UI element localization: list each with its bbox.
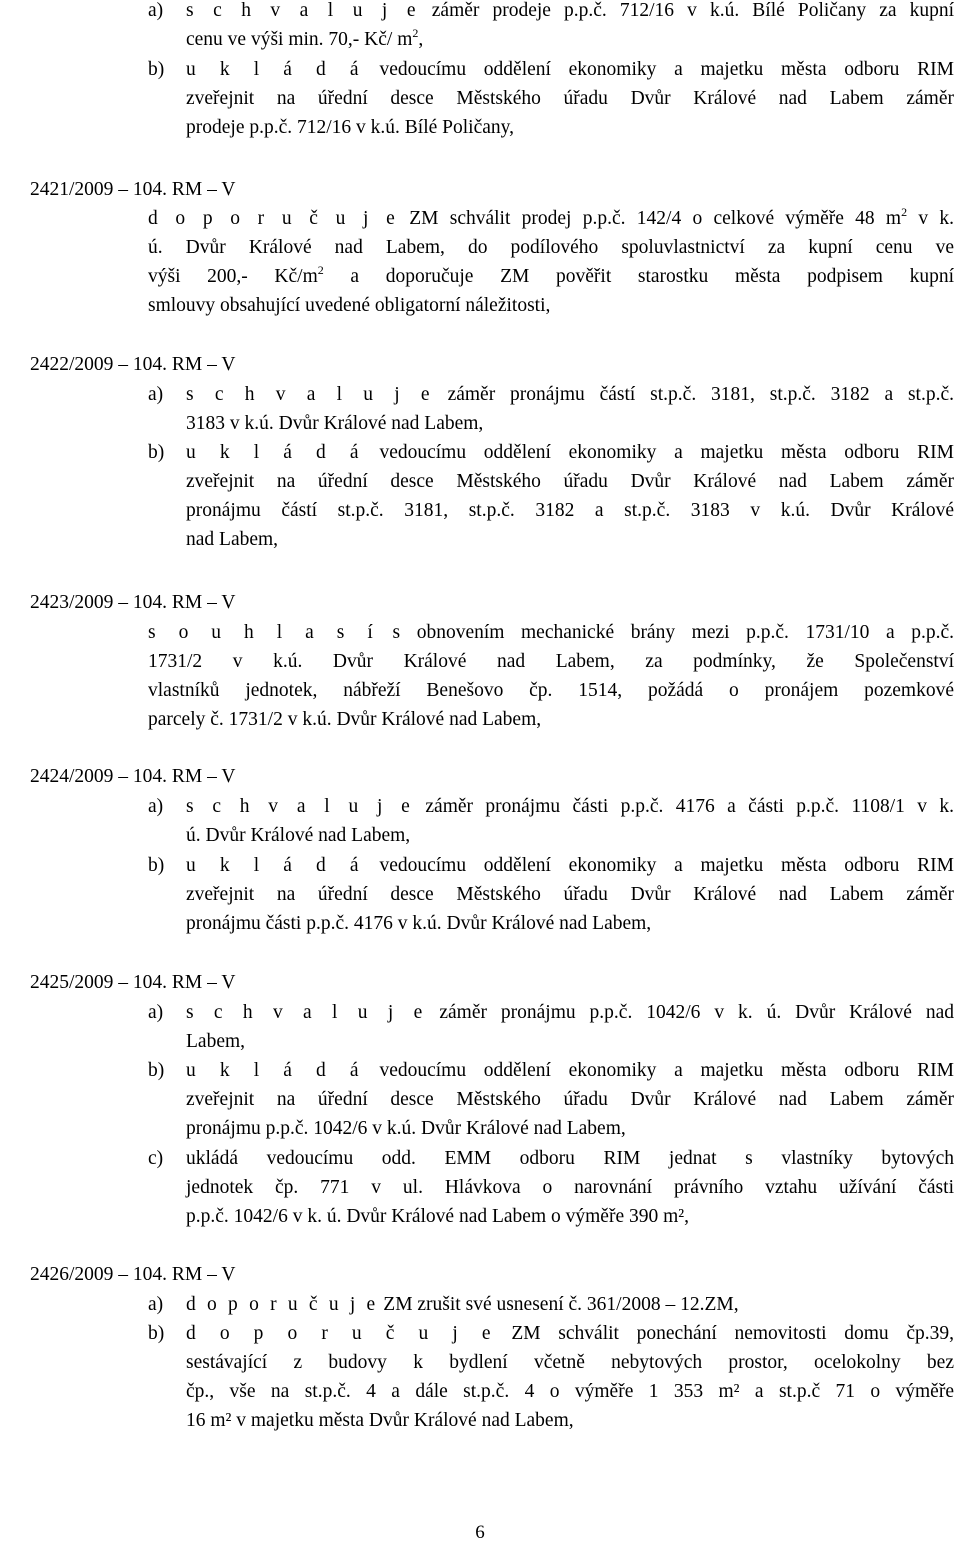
superscript: 2 — [317, 263, 324, 277]
item-a-line-2: 3183 v k.ú. Dvůr Králové nad Labem, — [186, 413, 484, 434]
item-label-b: b) — [148, 855, 165, 876]
item-b-line-2: zveřejnit na úřední desce Městského úřadu Dvůr Králové nad Labem záměr — [186, 1089, 954, 1110]
item-b-line-3: pronájmu p.p.č. 1042/6 v k.ú. Dvůr Králové nad Labem, — [186, 1118, 626, 1139]
item-label-a: a) — [148, 796, 164, 817]
verb-doporucuje: d o p o r u č u j e — [186, 1323, 494, 1344]
resolution-line-4: smlouvy obsahující uvedené obligatorní náležitosti, — [148, 295, 551, 316]
text-fragment: záměr pronájmu p.p.č. 1042/6 v k. ú. Dvůr Králové nad — [425, 1002, 954, 1023]
item-b-line-2: zveřejnit na úřední desce Městského úřadu Dvůr Králové nad Labem záměr — [186, 884, 954, 905]
page-number: 6 — [475, 1522, 485, 1543]
item-c-line-2: jednotek čp. 771 v ul. Hlávkova o narovnání právního vztahu užívání části — [186, 1177, 954, 1198]
text-fragment: v k. — [907, 208, 954, 229]
resolution-line-1 — [148, 204, 954, 233]
text-fragment: vedoucímu oddělení ekonomiky a majetku města odboru RIM — [361, 855, 954, 876]
item-label-a: a) — [148, 1002, 164, 1023]
verb-uklada: u k l á d á — [186, 855, 362, 876]
resolution-line-4: parcely č. 1731/2 v k.ú. Dvůr Králové nad Labem, — [148, 709, 542, 730]
item-b-line-2: zveřejnit na úřední desce Městského úřadu Dvůr Králové nad Labem záměr — [186, 471, 954, 492]
item-b-line-2: zveřejnit na úřední desce Městského úřadu Dvůr Králové nad Labem záměr — [186, 88, 954, 109]
resolution-heading: 2424/2009 – 104. RM – V — [30, 766, 236, 787]
verb-souhlasi: s o u h l a s í — [148, 622, 376, 643]
verb-schvaluje: s c h v a l u j e — [186, 1002, 426, 1023]
superscript: 2 — [901, 205, 908, 219]
item-a-line-2 — [186, 25, 423, 54]
resolution-line-3 — [148, 262, 954, 291]
verb-uklada: u k l á d á — [186, 59, 362, 80]
text-fragment: s obnovením mechanické brány mezi p.p.č. 1731/10 a p.p.č. — [375, 622, 954, 643]
item-label-b: b) — [148, 1060, 165, 1081]
item-b-line-1 — [186, 1319, 954, 1348]
resolution-heading: 2423/2009 – 104. RM – V — [30, 592, 236, 613]
text-fragment: , — [418, 29, 424, 50]
verb-schvaluje: s c h v a l u j e — [186, 384, 433, 405]
resolution-heading: 2422/2009 – 104. RM – V — [30, 354, 236, 375]
item-b-line-3: prodeje p.p.č. 712/16 v k.ú. Bílé Poličany, — [186, 117, 515, 138]
item-a-line-1 — [186, 998, 954, 1027]
text-fragment: ZM schválit prodej p.p.č. 142/4 o celkové výměře 48 m — [397, 208, 902, 229]
item-b-line-1 — [186, 851, 954, 880]
item-a-line-1 — [186, 0, 954, 25]
verb-uklada: u k l á d á — [186, 442, 362, 463]
resolution-heading: 2426/2009 – 104. RM – V — [30, 1264, 236, 1285]
item-c-line-3: p.p.č. 1042/6 v k. ú. Dvůr Králové nad Labem o výměře 390 m², — [186, 1206, 689, 1227]
verb-schvaluje: s c h v a l u j e — [186, 0, 419, 21]
text-fragment: vedoucímu oddělení ekonomiky a majetku města odboru RIM — [361, 1060, 954, 1081]
text-fragment: záměr prodeje p.p.č. 712/16 v k.ú. Bílé Poličany za kupní — [418, 0, 954, 21]
item-label-a: a) — [148, 0, 164, 21]
item-b-line-4: 16 m² v majetku města Dvůr Králové nad Labem, — [186, 1410, 574, 1431]
text-fragment: vedoucímu oddělení ekonomiky a majetku města odboru RIM — [361, 59, 954, 80]
item-label-b: b) — [148, 442, 165, 463]
item-b-line-2: sestávající z budovy k bydlení včetně nebytových prostor, ocelokolny bez — [186, 1352, 954, 1373]
text-fragment: záměr pronájmu částí st.p.č. 3181, st.p.č. 3182 a st.p.č. — [432, 384, 954, 405]
resolution-line-1 — [148, 618, 954, 647]
item-label-a: a) — [148, 1294, 164, 1315]
resolution-line-3: vlastníků jednotek, nábřeží Benešovo čp. 1514, požádá o pronájem pozemkové — [148, 680, 954, 701]
item-b-line-3: čp., vše na st.p.č. 4 a dále st.p.č. 4 o výměře 1 353 m² a st.p.č 71 o výměře — [186, 1381, 954, 1402]
item-a-line-1 — [186, 792, 954, 821]
item-a-line-1 — [186, 380, 954, 409]
item-b-line-4: nad Labem, — [186, 529, 279, 550]
item-b-line-3: pronájmu části p.p.č. 4176 v k.ú. Dvůr Králové nad Labem, — [186, 913, 652, 934]
item-b-line-3: pronájmu částí st.p.č. 3181, st.p.č. 3182 a st.p.č. 3183 v k.ú. Dvůr Králové — [186, 500, 954, 521]
resolution-heading: 2421/2009 – 104. RM – V — [30, 179, 236, 200]
item-a-line-2: Labem, — [186, 1031, 246, 1052]
item-a-line-1 — [186, 1290, 739, 1319]
verb-schvaluje: s c h v a l u j e — [186, 796, 414, 817]
item-label-b: b) — [148, 1323, 165, 1344]
text-fragment: ZM zrušit své usnesení č. 361/2008 – 12.ZM, — [378, 1294, 739, 1315]
verb-doporucuje: d o p o r u č u j e — [186, 1294, 379, 1315]
verb-doporucuje: d o p o r u č u j e — [148, 208, 398, 229]
resolution-line-2: ú. Dvůr Králové nad Labem, do podílového spoluvlastnictví za kupní cenu ve — [148, 237, 954, 258]
item-b-line-1 — [186, 1056, 954, 1085]
text-fragment: cenu ve výši min. 70,- Kč/ m — [186, 29, 413, 50]
item-b-line-1 — [186, 55, 954, 84]
item-label-a: a) — [148, 384, 164, 405]
item-label-b: b) — [148, 59, 165, 80]
text-fragment: výši 200,- Kč/m — [148, 266, 318, 287]
item-label-c: c) — [148, 1148, 164, 1169]
text-fragment: a doporučuje ZM pověřit starostku města podpisem kupní — [323, 266, 954, 287]
resolution-heading: 2425/2009 – 104. RM – V — [30, 972, 236, 993]
verb-uklada: u k l á d á — [186, 1060, 362, 1081]
item-a-line-2: ú. Dvůr Králové nad Labem, — [186, 825, 411, 846]
item-b-line-1 — [186, 438, 954, 467]
text-fragment: záměr pronájmu části p.p.č. 4176 a části p.p.č. 1108/1 v k. — [413, 796, 954, 817]
resolution-line-2: 1731/2 v k.ú. Dvůr Králové nad Labem, za podmínky, že Společenství — [148, 651, 954, 672]
text-fragment: ZM schválit ponechání nemovitosti domu čp.39, — [493, 1323, 954, 1344]
superscript: 2 — [412, 26, 419, 40]
item-c-line-1: ukládá vedoucímu odd. EMM odboru RIM jednat s vlastníky bytových — [186, 1148, 954, 1169]
text-fragment: vedoucímu oddělení ekonomiky a majetku města odboru RIM — [361, 442, 954, 463]
